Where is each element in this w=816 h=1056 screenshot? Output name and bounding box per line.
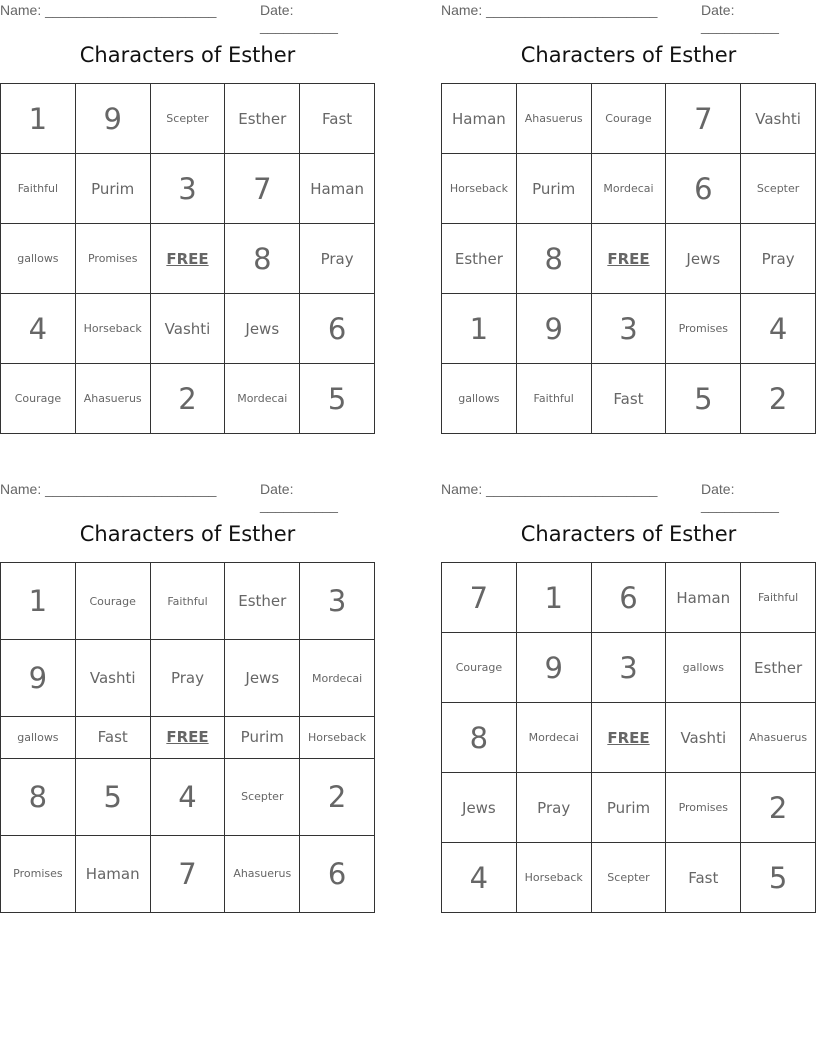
bingo-cell: Courage	[1, 364, 76, 434]
bingo-cell: Ahasuerus	[741, 703, 816, 773]
bingo-row	[442, 154, 816, 224]
bingo-cell: 6	[666, 154, 741, 224]
bingo-cell: 2	[741, 364, 816, 434]
bingo-cell: 4	[150, 758, 225, 835]
bingo-card	[0, 479, 375, 919]
bingo-cell: Pray	[516, 773, 591, 843]
bingo-row	[1, 294, 375, 364]
bingo-cell: Haman	[442, 84, 517, 154]
bingo-cell: Haman	[300, 154, 375, 224]
bingo-cell: Courage	[591, 84, 666, 154]
card-title: Characters of Esther	[79, 522, 296, 546]
bingo-cell: 5	[300, 364, 375, 434]
bingo-cell: 1	[442, 294, 517, 364]
bingo-row	[1, 640, 375, 717]
bingo-cell: 3	[150, 154, 225, 224]
bingo-row	[442, 703, 816, 773]
bingo-cell: Esther	[442, 224, 517, 294]
bingo-cell: Mordecai	[300, 640, 375, 717]
bingo-cell: 6	[591, 563, 666, 633]
bingo-cell: Esther	[225, 563, 300, 640]
bingo-row	[1, 835, 375, 912]
bingo-cell: Horseback	[75, 294, 150, 364]
bingo-row	[1, 84, 375, 154]
bingo-cell: gallows	[1, 717, 76, 759]
bingo-cell: Promises	[75, 224, 150, 294]
bingo-cell: 1	[516, 563, 591, 633]
bingo-cell: Pray	[150, 640, 225, 717]
bingo-cell: 8	[442, 703, 517, 773]
bingo-grid	[441, 83, 816, 434]
bingo-cell: 4	[1, 294, 76, 364]
card-title: Characters of Esther	[520, 522, 737, 546]
bingo-cell: 8	[225, 224, 300, 294]
bingo-cell: 3	[591, 633, 666, 703]
bingo-cell: Jews	[225, 294, 300, 364]
bingo-cell: Horseback	[300, 717, 375, 759]
card-title: Characters of Esther	[520, 43, 737, 67]
bingo-cell: Fast	[591, 364, 666, 434]
bingo-cell: Purim	[516, 154, 591, 224]
bingo-card	[441, 479, 816, 919]
bingo-cell: Horseback	[442, 154, 517, 224]
bingo-cell: gallows	[442, 364, 517, 434]
bingo-cell: Courage	[75, 563, 150, 640]
bingo-row	[1, 224, 375, 294]
bingo-cell: Scepter	[150, 84, 225, 154]
bingo-cell: Faithful	[1, 154, 76, 224]
bingo-cell: Purim	[591, 773, 666, 843]
bingo-row	[1, 563, 375, 640]
bingo-row	[1, 154, 375, 224]
bingo-grid	[0, 83, 375, 434]
bingo-row	[1, 364, 375, 434]
bingo-cell: Promises	[666, 294, 741, 364]
bingo-cell: Pray	[741, 224, 816, 294]
bingo-cell: 4	[741, 294, 816, 364]
bingo-grid	[0, 562, 375, 913]
bingo-card	[441, 0, 816, 440]
free-space: FREE	[591, 224, 666, 294]
bingo-cell: 2	[741, 773, 816, 843]
bingo-cell: Mordecai	[591, 154, 666, 224]
bingo-row	[442, 633, 816, 703]
bingo-cell: Esther	[741, 633, 816, 703]
date-field: Date: __________	[260, 481, 338, 513]
bingo-card	[0, 0, 375, 440]
bingo-cell: Horseback	[516, 843, 591, 913]
bingo-cell: 7	[666, 84, 741, 154]
bingo-cell: Faithful	[150, 563, 225, 640]
free-space: FREE	[150, 224, 225, 294]
bingo-cell: Purim	[225, 717, 300, 759]
card-header	[0, 0, 375, 34]
date-field: Date: __________	[701, 481, 779, 513]
bingo-cell: Vashti	[150, 294, 225, 364]
bingo-row	[442, 224, 816, 294]
bingo-row	[1, 717, 375, 759]
bingo-cell: 6	[300, 294, 375, 364]
bingo-cell: 7	[225, 154, 300, 224]
bingo-grid	[441, 562, 816, 913]
free-space: FREE	[150, 717, 225, 759]
bingo-cell: 9	[75, 84, 150, 154]
bingo-cell: 1	[1, 84, 76, 154]
bingo-cell: Scepter	[591, 843, 666, 913]
bingo-cell: Vashti	[75, 640, 150, 717]
bingo-row	[442, 294, 816, 364]
bingo-row	[442, 84, 816, 154]
bingo-cell: 2	[300, 758, 375, 835]
bingo-cell: 6	[300, 835, 375, 912]
name-field: Name: ______________________	[441, 2, 658, 18]
bingo-cell: Mordecai	[225, 364, 300, 434]
bingo-cell: Haman	[75, 835, 150, 912]
bingo-cell: 5	[741, 843, 816, 913]
bingo-cell: Scepter	[225, 758, 300, 835]
bingo-cell: Mordecai	[516, 703, 591, 773]
bingo-row	[442, 364, 816, 434]
bingo-cell: 5	[75, 758, 150, 835]
bingo-cell: Ahasuerus	[516, 84, 591, 154]
bingo-cell: 3	[591, 294, 666, 364]
card-title: Characters of Esther	[79, 43, 296, 67]
bingo-cell: gallows	[1, 224, 76, 294]
card-header	[441, 479, 816, 513]
name-field: Name: ______________________	[0, 481, 217, 497]
bingo-row	[442, 563, 816, 633]
name-field: Name: ______________________	[441, 481, 658, 497]
bingo-cell: Jews	[225, 640, 300, 717]
bingo-cell: Ahasuerus	[75, 364, 150, 434]
bingo-cell: 7	[150, 835, 225, 912]
bingo-cell: 7	[442, 563, 517, 633]
bingo-cell: Jews	[666, 224, 741, 294]
card-header	[0, 479, 375, 513]
bingo-cell: Courage	[442, 633, 517, 703]
bingo-cell: 1	[1, 563, 76, 640]
bingo-cell: Faithful	[516, 364, 591, 434]
bingo-cell: Ahasuerus	[225, 835, 300, 912]
card-header	[441, 0, 816, 34]
bingo-cell: Vashti	[741, 84, 816, 154]
bingo-cell: Jews	[442, 773, 517, 843]
bingo-row	[1, 758, 375, 835]
bingo-cell: Promises	[1, 835, 76, 912]
bingo-cell: 9	[516, 633, 591, 703]
bingo-cell: Fast	[75, 717, 150, 759]
bingo-cell: Fast	[300, 84, 375, 154]
bingo-cell: Pray	[300, 224, 375, 294]
bingo-cell: 2	[150, 364, 225, 434]
bingo-row	[442, 773, 816, 843]
bingo-cell: 8	[516, 224, 591, 294]
bingo-cell: 9	[516, 294, 591, 364]
name-field: Name: ______________________	[0, 2, 217, 18]
bingo-cell: 8	[1, 758, 76, 835]
bingo-cell: 3	[300, 563, 375, 640]
date-field: Date: __________	[701, 2, 779, 34]
bingo-cell: Scepter	[741, 154, 816, 224]
bingo-row	[442, 843, 816, 913]
bingo-cell: Faithful	[741, 563, 816, 633]
bingo-cell: gallows	[666, 633, 741, 703]
bingo-cell: Promises	[666, 773, 741, 843]
bingo-cell: 9	[1, 640, 76, 717]
bingo-cell: Purim	[75, 154, 150, 224]
bingo-cell: Fast	[666, 843, 741, 913]
bingo-cell: Esther	[225, 84, 300, 154]
free-space: FREE	[591, 703, 666, 773]
bingo-cell: 4	[442, 843, 517, 913]
bingo-cell: Vashti	[666, 703, 741, 773]
bingo-cell: 5	[666, 364, 741, 434]
date-field: Date: __________	[260, 2, 338, 34]
bingo-cell: Haman	[666, 563, 741, 633]
